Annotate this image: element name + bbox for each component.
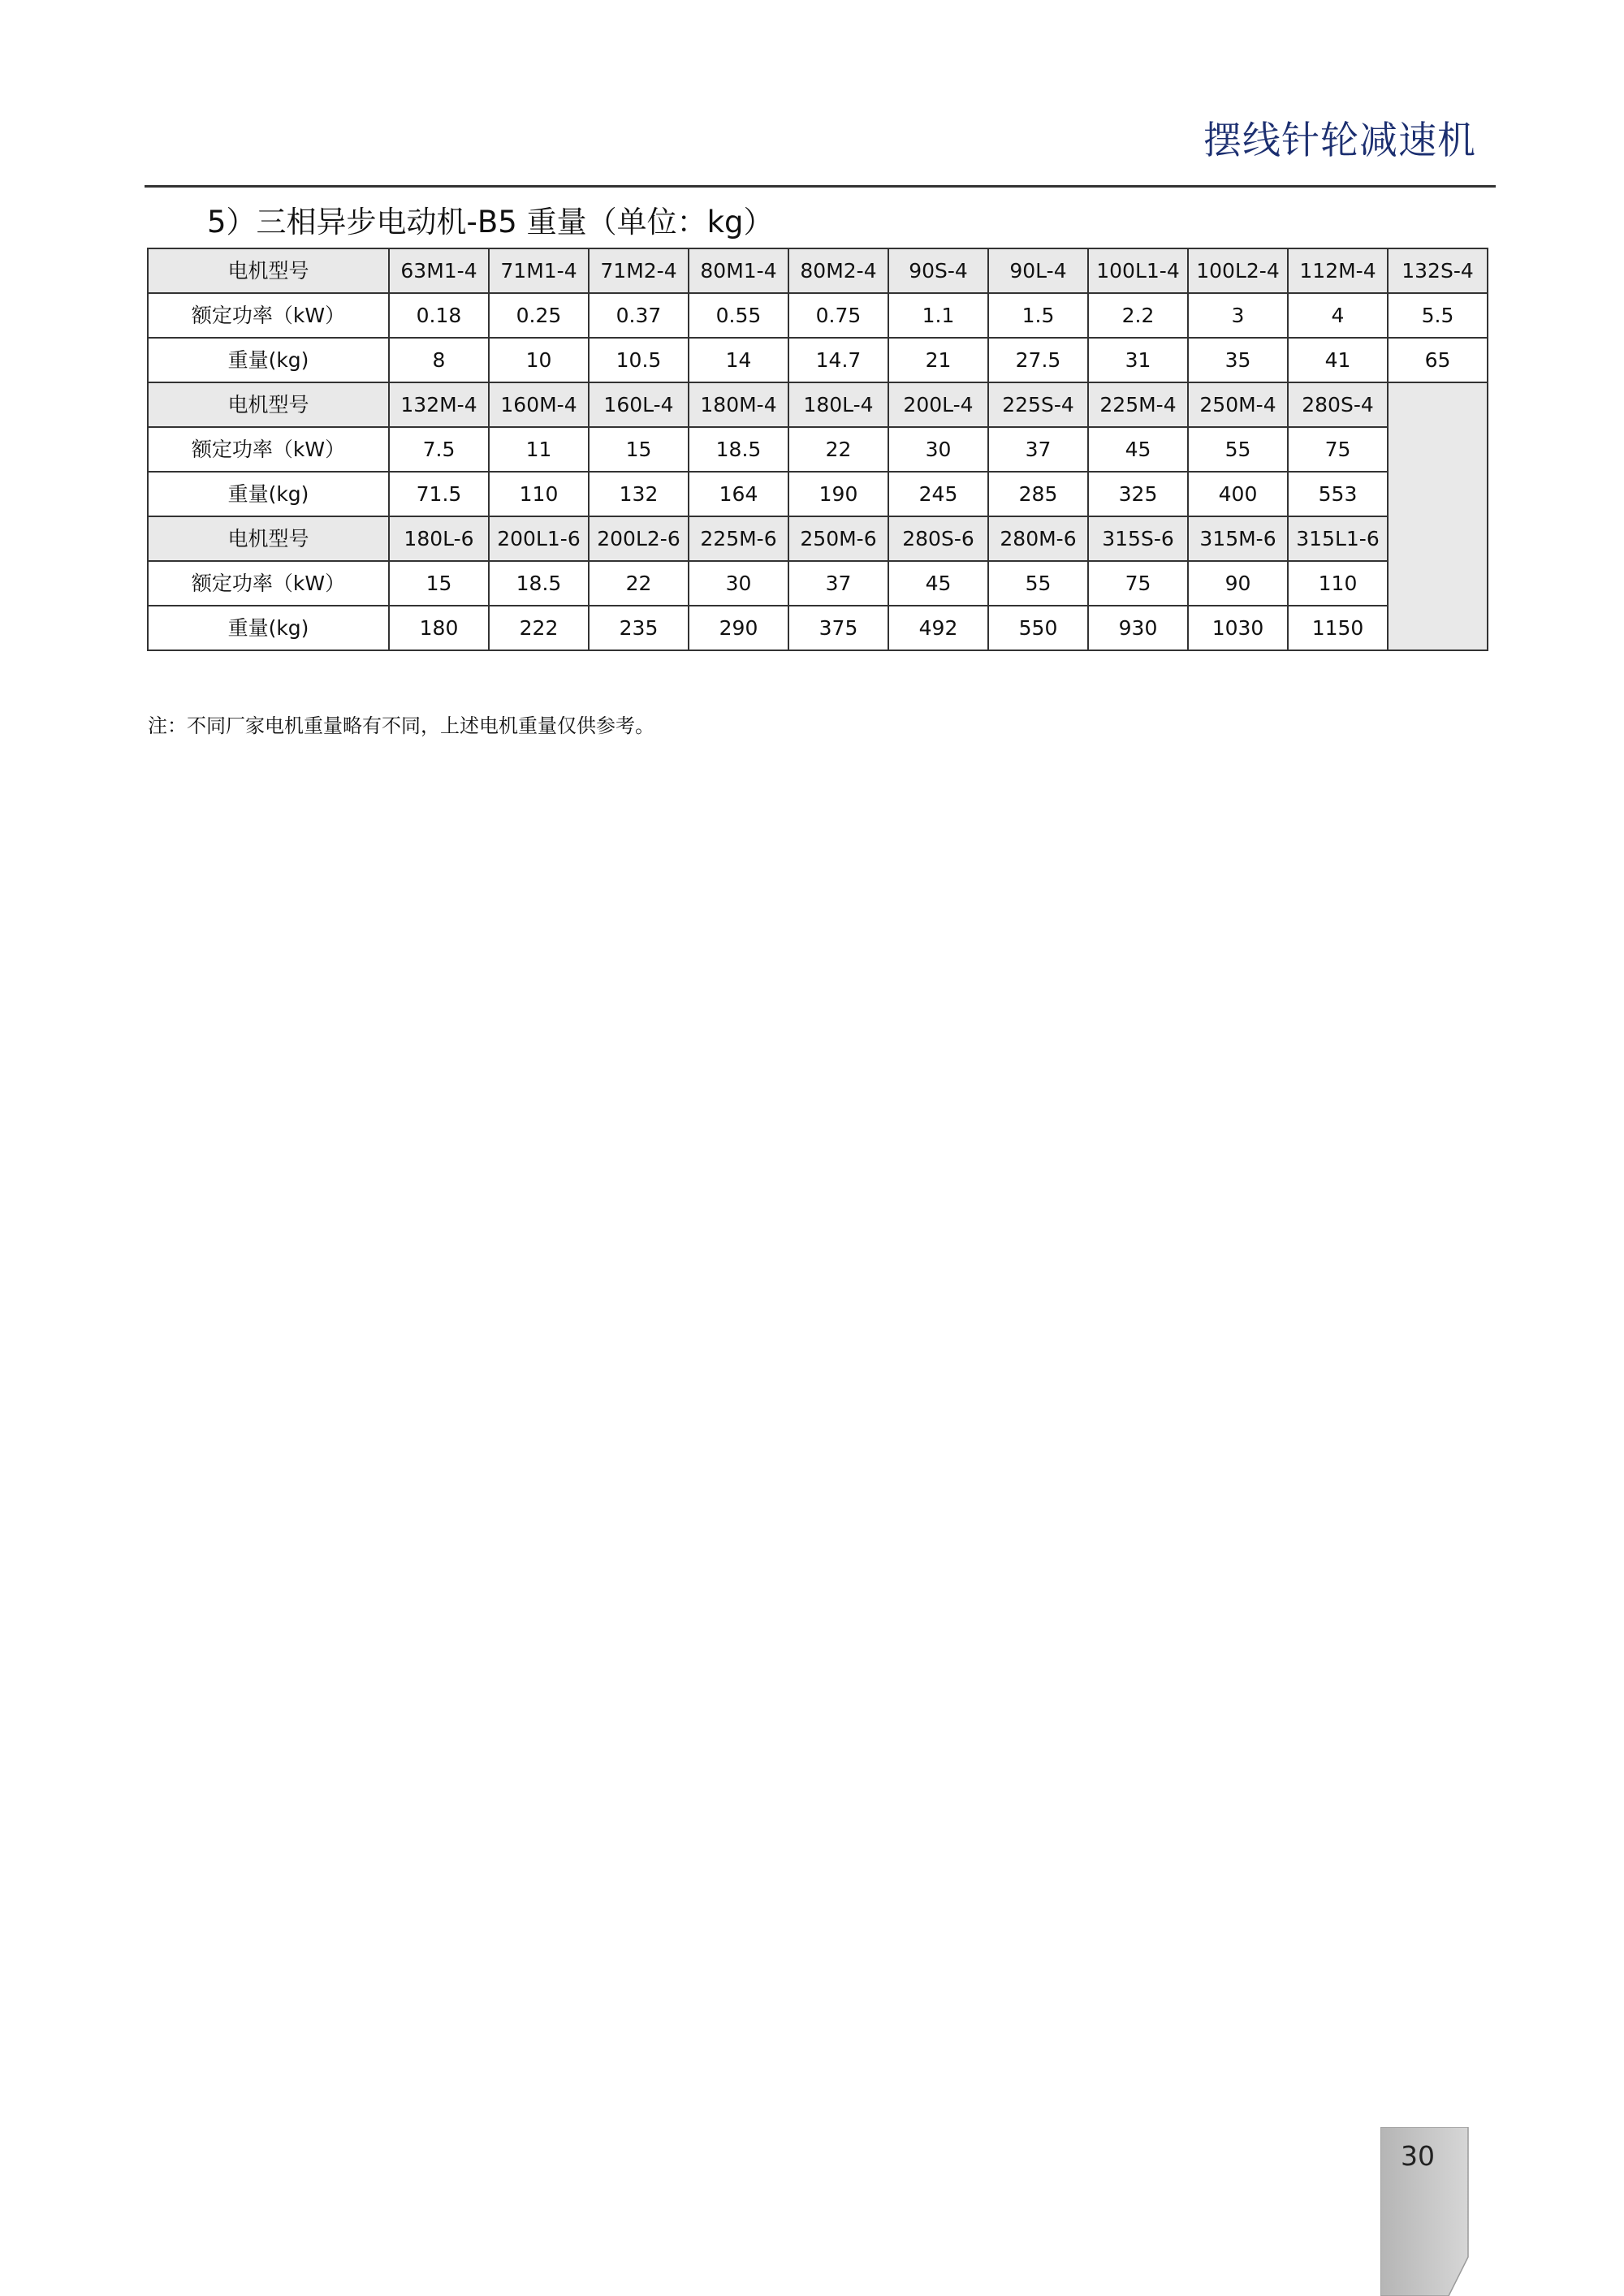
- power-cell: 11: [489, 427, 589, 472]
- weight-cell: 110: [489, 472, 589, 516]
- weight-cell: 553: [1288, 472, 1388, 516]
- model-cell: 71M2-4: [589, 248, 689, 293]
- row-label-model: 电机型号: [148, 248, 389, 293]
- weight-cell: 132: [589, 472, 689, 516]
- page-number: 30: [1401, 2140, 1435, 2172]
- model-cell: 225M-4: [1088, 382, 1188, 427]
- power-cell: 0.37: [589, 293, 689, 338]
- power-cell: 1.5: [988, 293, 1088, 338]
- model-cell: 280S-6: [888, 516, 988, 561]
- table-row-weight: [148, 472, 1488, 516]
- weight-cell: 492: [888, 606, 988, 650]
- power-cell: 5.5: [1388, 293, 1488, 338]
- weight-cell: 71.5: [389, 472, 489, 516]
- section-title: 5）三相异步电动机-B5 重量（单位：kg）: [207, 205, 774, 240]
- model-cell: 250M-6: [788, 516, 888, 561]
- weight-cell: 930: [1088, 606, 1188, 650]
- power-cell: 0.18: [389, 293, 489, 338]
- table-row-model: [148, 248, 1488, 293]
- model-cell: 315L1-6: [1288, 516, 1388, 561]
- row-label-weight: 重量(kg): [148, 606, 389, 650]
- power-cell: 45: [1088, 427, 1188, 472]
- power-cell: 18.5: [689, 427, 788, 472]
- model-cell: 160M-4: [489, 382, 589, 427]
- model-cell: 160L-4: [589, 382, 689, 427]
- model-cell: 100L2-4: [1188, 248, 1288, 293]
- model-cell: 100L1-4: [1088, 248, 1188, 293]
- model-cell: 112M-4: [1288, 248, 1388, 293]
- weight-cell: 245: [888, 472, 988, 516]
- footnote: 注：不同厂家电机重量略有不同，上述电机重量仅供参考。: [148, 714, 654, 737]
- weight-cell: 65: [1388, 338, 1488, 382]
- weight-cell: 1030: [1188, 606, 1288, 650]
- row-label-power: 额定功率（kW）: [148, 293, 389, 338]
- power-cell: 45: [888, 561, 988, 606]
- power-cell: 75: [1088, 561, 1188, 606]
- power-cell: 3: [1188, 293, 1288, 338]
- weight-cell: 235: [589, 606, 689, 650]
- weight-cell: 285: [988, 472, 1088, 516]
- table-row-model: [148, 382, 1488, 427]
- weight-cell: 290: [689, 606, 788, 650]
- power-cell: 1.1: [888, 293, 988, 338]
- model-cell: 132M-4: [389, 382, 489, 427]
- model-cell: 63M1-4: [389, 248, 489, 293]
- model-cell: 200L-4: [888, 382, 988, 427]
- weight-cell: 41: [1288, 338, 1388, 382]
- model-cell: 250M-4: [1188, 382, 1288, 427]
- power-cell: 55: [1188, 427, 1288, 472]
- weight-cell: 10: [489, 338, 589, 382]
- power-cell: 7.5: [389, 427, 489, 472]
- table-row-power: [148, 427, 1488, 472]
- weight-cell: 10.5: [589, 338, 689, 382]
- model-cell: 225S-4: [988, 382, 1088, 427]
- power-cell: 15: [389, 561, 489, 606]
- table-row-weight: [148, 606, 1488, 650]
- power-cell: 0.25: [489, 293, 589, 338]
- weight-cell: 35: [1188, 338, 1288, 382]
- weight-cell: 164: [689, 472, 788, 516]
- weight-cell: 8: [389, 338, 489, 382]
- weight-cell: 190: [788, 472, 888, 516]
- power-cell: 110: [1288, 561, 1388, 606]
- table-row-weight: [148, 338, 1488, 382]
- model-cell: 71M1-4: [489, 248, 589, 293]
- power-cell: 37: [988, 427, 1088, 472]
- weight-cell: 27.5: [988, 338, 1088, 382]
- model-cell: 90L-4: [988, 248, 1088, 293]
- model-cell: 132S-4: [1388, 248, 1488, 293]
- row-label-weight: 重量(kg): [148, 472, 389, 516]
- weight-cell: 375: [788, 606, 888, 650]
- empty-cell: [1388, 382, 1488, 650]
- model-cell: 180L-4: [788, 382, 888, 427]
- weight-cell: 400: [1188, 472, 1288, 516]
- row-label-model: 电机型号: [148, 382, 389, 427]
- model-cell: 180L-6: [389, 516, 489, 561]
- weight-cell: 14: [689, 338, 788, 382]
- power-cell: 75: [1288, 427, 1388, 472]
- weight-cell: 1150: [1288, 606, 1388, 650]
- weight-cell: 14.7: [788, 338, 888, 382]
- weight-cell: 180: [389, 606, 489, 650]
- power-cell: 2.2: [1088, 293, 1188, 338]
- row-label-model: 电机型号: [148, 516, 389, 561]
- model-cell: 180M-4: [689, 382, 788, 427]
- row-label-power: 额定功率（kW）: [148, 561, 389, 606]
- model-cell: 200L1-6: [489, 516, 589, 561]
- table-row-power: [148, 293, 1488, 338]
- table-row-model: [148, 516, 1488, 561]
- model-cell: 200L2-6: [589, 516, 689, 561]
- model-cell: 80M1-4: [689, 248, 788, 293]
- model-cell: 80M2-4: [788, 248, 888, 293]
- model-cell: 90S-4: [888, 248, 988, 293]
- page-header-title: 摆线针轮减速机: [1203, 119, 1476, 163]
- power-cell: 37: [788, 561, 888, 606]
- weight-cell: 31: [1088, 338, 1188, 382]
- model-cell: 315S-6: [1088, 516, 1188, 561]
- weight-cell: 222: [489, 606, 589, 650]
- motor-weight-table: [147, 248, 1488, 651]
- weight-cell: 325: [1088, 472, 1188, 516]
- weight-cell: 21: [888, 338, 988, 382]
- weight-cell: 550: [988, 606, 1088, 650]
- model-cell: 280M-6: [988, 516, 1088, 561]
- power-cell: 18.5: [489, 561, 589, 606]
- power-cell: 90: [1188, 561, 1288, 606]
- power-cell: 0.55: [689, 293, 788, 338]
- row-label-power: 额定功率（kW）: [148, 427, 389, 472]
- power-cell: 30: [689, 561, 788, 606]
- power-cell: 4: [1288, 293, 1388, 338]
- table-row-power: [148, 561, 1488, 606]
- row-label-weight: 重量(kg): [148, 338, 389, 382]
- model-cell: 225M-6: [689, 516, 788, 561]
- model-cell: 315M-6: [1188, 516, 1288, 561]
- power-cell: 15: [589, 427, 689, 472]
- power-cell: 55: [988, 561, 1088, 606]
- header-rule: [145, 185, 1496, 188]
- power-cell: 0.75: [788, 293, 888, 338]
- power-cell: 22: [788, 427, 888, 472]
- power-cell: 22: [589, 561, 689, 606]
- model-cell: 280S-4: [1288, 382, 1388, 427]
- power-cell: 30: [888, 427, 988, 472]
